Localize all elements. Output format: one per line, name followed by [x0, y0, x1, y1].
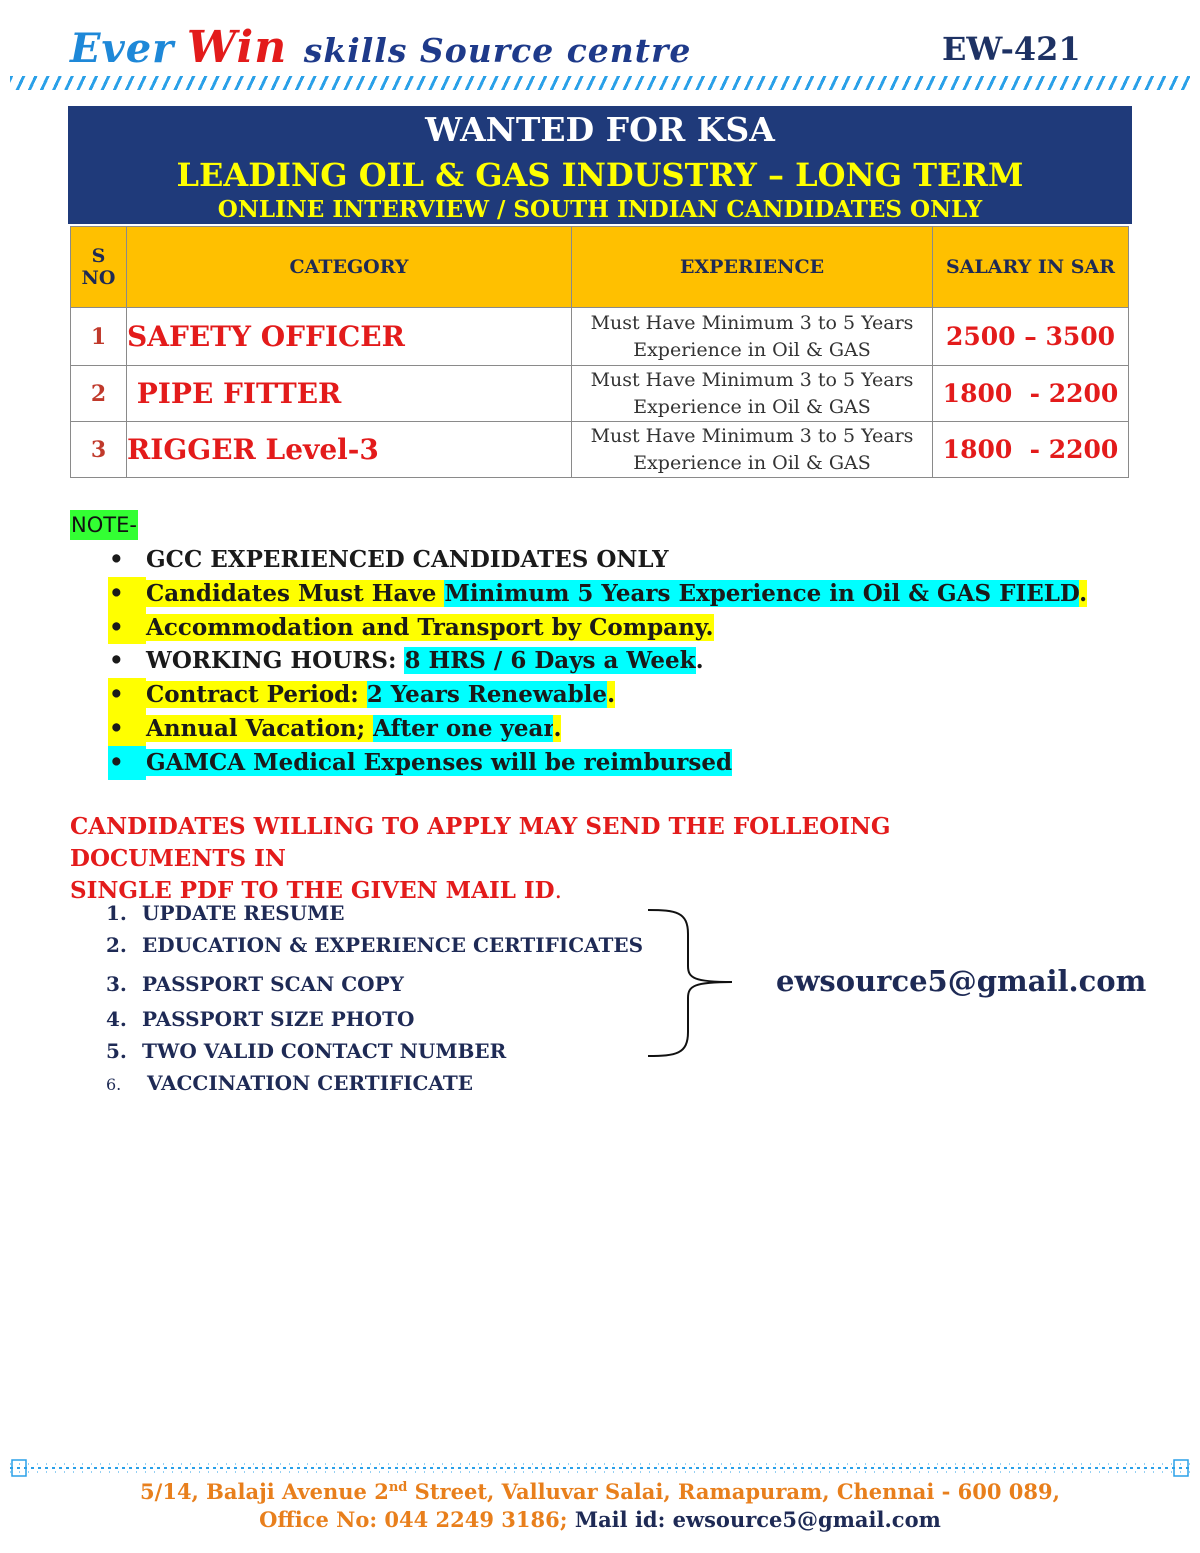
brand-tagline: skills Source centre	[303, 31, 692, 70]
list-item: • Annual Vacation; After one year.	[108, 712, 1087, 746]
row-sno: 3	[71, 422, 127, 478]
list-item: 1. UPDATE RESUME	[106, 901, 345, 925]
row-salary: 2500 – 3500	[933, 308, 1129, 366]
row-category: SAFETY OFFICER	[127, 308, 572, 366]
header-sno: S NO	[71, 227, 127, 308]
list-item: 4. PASSPORT SIZE PHOTO	[106, 1007, 415, 1031]
list-item: • Accommodation and Transport by Company.	[108, 611, 1087, 645]
banner-interview-note: ONLINE INTERVIEW / SOUTH INDIAN CANDIDATES ONLY	[217, 196, 983, 223]
document-id: EW-421	[942, 30, 1081, 68]
row-experience: Must Have Minimum 3 to 5 Years Experience in Oil & GAS	[572, 308, 933, 366]
list-item: • GAMCA Medical Expenses will be reimbursed	[108, 746, 1087, 780]
title-banner	[68, 106, 1132, 224]
bullet-icon: •	[109, 647, 124, 675]
bullet-icon: •	[108, 678, 146, 712]
bullet-icon: •	[108, 577, 146, 611]
header-divider	[10, 76, 1190, 90]
note-label: NOTE-	[70, 510, 138, 540]
list-item: • Contract Period: 2 Years Renewable.	[108, 678, 1087, 712]
table-header-row	[71, 227, 1129, 308]
list-item: • Candidates Must Have Minimum 5 Years Experience in Oil & GAS FIELD.	[108, 577, 1087, 611]
table-row	[71, 308, 1129, 366]
table-row	[71, 422, 1129, 478]
footer-address: 5/14, Balaji Avenue 2nd Street, Valluvar Salai, Ramapuram, Chennai - 600 089, Office No: 044 2249 3186; Mail id: ewsource5@gmail.com	[140, 1479, 1060, 1532]
brand-logo	[70, 22, 691, 73]
row-salary: 1800 - 2200	[933, 422, 1129, 478]
bullet-icon: •	[108, 611, 146, 645]
row-sno: 1	[71, 308, 127, 366]
brand-word-ever: Ever	[70, 25, 175, 72]
header-category: CATEGORY	[127, 227, 572, 308]
list-item: • WORKING HOURS: 8 HRS / 6 Days a Week.	[108, 644, 1087, 678]
header-experience: EXPERIENCE	[572, 227, 933, 308]
bullet-icon: •	[109, 546, 124, 573]
list-item: 3. PASSPORT SCAN COPY	[106, 972, 404, 996]
list-item: 2. EDUCATION & EXPERIENCE CERTIFICATES	[106, 933, 644, 957]
row-sno: 2	[71, 366, 127, 422]
jobs-table	[70, 226, 1129, 478]
row-category: RIGGER Level-3	[127, 422, 572, 478]
row-experience: Must Have Minimum 3 to 5 Years Experience in Oil & GAS	[572, 422, 933, 478]
notes-list	[108, 543, 1087, 780]
list-item: 5. TWO VALID CONTACT NUMBER	[106, 1039, 507, 1063]
row-category: PIPE FITTER	[127, 366, 572, 422]
table-row	[71, 366, 1129, 422]
apply-instructions: CANDIDATES WILLING TO APPLY MAY SEND THE FOLLEOING DOCUMENTS IN SINGLE PDF TO THE GIVEN MAIL ID.	[70, 813, 891, 904]
contact-email[interactable]: ewsource5@gmail.com	[776, 964, 1147, 998]
list-item: 6. VACCINATION CERTIFICATE	[106, 1071, 473, 1095]
row-experience: Must Have Minimum 3 to 5 Years Experience in Oil & GAS	[572, 366, 933, 422]
row-salary: 1800 - 2200	[933, 366, 1129, 422]
list-item: • GCC EXPERIENCED CANDIDATES ONLY	[108, 543, 1087, 577]
brand-word-win: Win	[186, 22, 288, 73]
banner-subtitle: LEADING OIL & GAS INDUSTRY – LONG TERM	[176, 156, 1024, 194]
banner-title: WANTED FOR KSA	[425, 110, 775, 149]
curly-brace-icon	[646, 906, 736, 1062]
bullet-icon: •	[108, 746, 146, 780]
bullet-icon: •	[108, 712, 146, 746]
header-salary: SALARY IN SAR	[933, 227, 1129, 308]
